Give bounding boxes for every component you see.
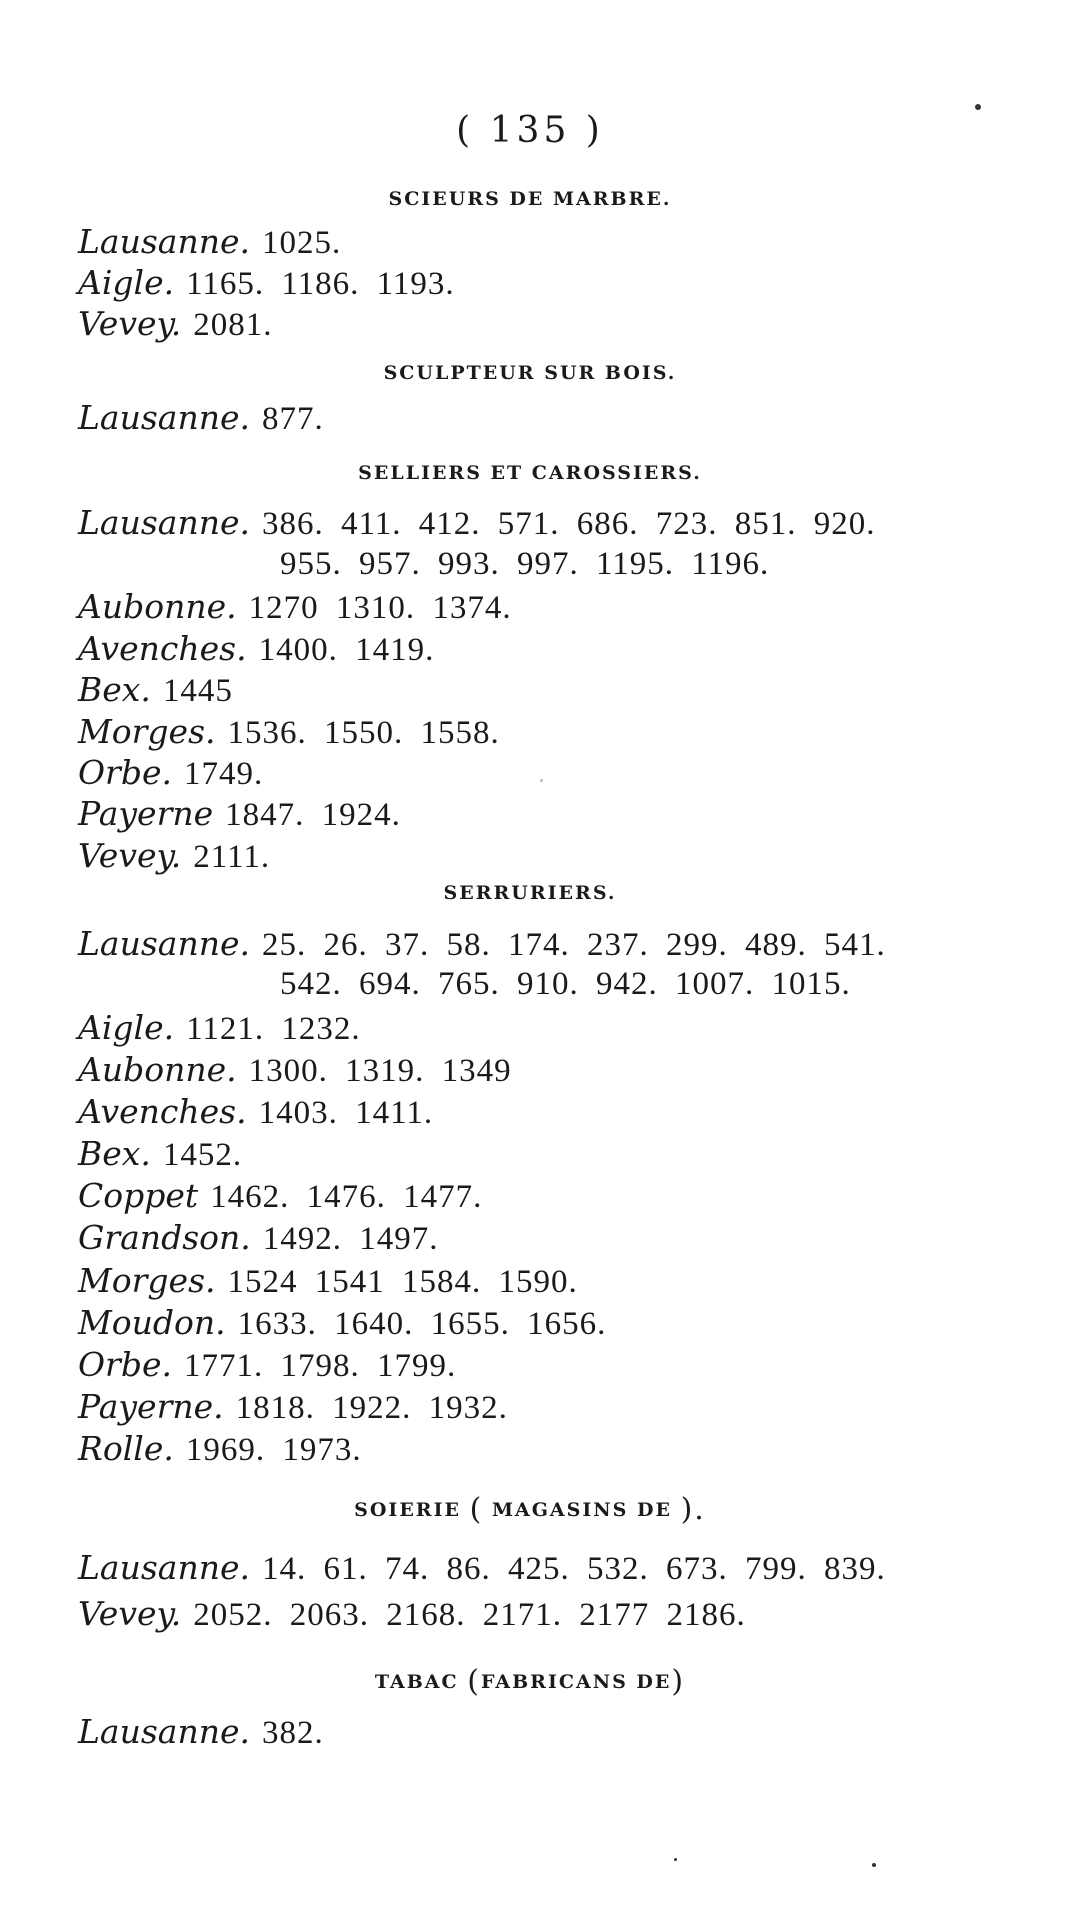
list-item: Coppet 1462. 1476. 1477. [78, 1176, 483, 1215]
list-item: Bex. 1452. [78, 1134, 243, 1173]
list-item: Bex. 1445 [78, 670, 233, 709]
scan-speck [674, 1858, 677, 1861]
list-item: Lausanne. 877. [78, 398, 324, 437]
section-heading-sculpteur: SCULPTEUR SUR BOIS. [383, 362, 677, 384]
list-item: Morges. 1524 1541 1584. 1590. [78, 1261, 578, 1300]
list-item: Grandson. 1492. 1497. [78, 1218, 439, 1257]
list-item: Lausanne. 386. 411. 412. 571. 686. 723. 851. 920. [78, 503, 876, 542]
list-item: Orbe. 1771. 1798. 1799. [78, 1345, 457, 1384]
scan-speck [872, 1863, 876, 1867]
list-item: Aigle. 1165. 1186. 1193. [78, 263, 455, 302]
list-item: Orbe. 1749. [78, 753, 264, 792]
section-heading-serruriers: SERRURIERS. [443, 882, 617, 904]
list-item: Vevey. 2081. [78, 304, 273, 343]
list-item: Lausanne. 14. 61. 74. 86. 425. 532. 673. 799. 839. [78, 1548, 886, 1587]
list-item: Payerne 1847. 1924. [78, 794, 401, 833]
list-item: Lausanne. 1025. [78, 222, 342, 261]
section-heading-selliers: SELLIERS ET CAROSSIERS. [358, 462, 702, 484]
list-item-continuation: 542. 694. 765. 910. 942. 1007. 1015. [280, 966, 851, 1002]
list-item: Avenches. 1400. 1419. [78, 629, 435, 668]
list-item: Aubonne. 1300. 1319. 1349 [78, 1050, 512, 1089]
list-item: Aubonne. 1270 1310. 1374. [78, 587, 512, 626]
list-item: Morges. 1536. 1550. 1558. [78, 712, 500, 751]
section-heading-scieurs: SCIEURS DE MARBRE. [388, 188, 672, 210]
section-heading-soierie: SOIERIE ( MAGASINS DE ). [354, 1492, 706, 1527]
list-item: Payerne. 1818. 1922. 1932. [78, 1387, 508, 1426]
section-heading-tabac: TABAC (FABRICANS DE) [374, 1664, 686, 1699]
list-item: Vevey. 2111. [78, 836, 271, 875]
list-item: Aigle. 1121. 1232. [78, 1008, 361, 1047]
page-number: ( 135 ) [456, 110, 604, 151]
list-item: Moudon. 1633. 1640. 1655. 1656. [78, 1303, 607, 1342]
list-item-continuation: 955. 957. 993. 997. 1195. 1196. [280, 546, 770, 582]
scan-speck [540, 779, 543, 782]
list-item: Avenches. 1403. 1411. [78, 1092, 434, 1131]
list-item: Lausanne. 25. 26. 37. 58. 174. 237. 299. 489. 541. [78, 924, 886, 963]
list-item: Vevey. 2052. 2063. 2168. 2171. 2177 2186. [78, 1594, 746, 1633]
scan-speck [975, 104, 981, 110]
list-item: Rolle. 1969. 1973. [78, 1429, 362, 1468]
list-item: Lausanne. 382. [78, 1712, 324, 1751]
